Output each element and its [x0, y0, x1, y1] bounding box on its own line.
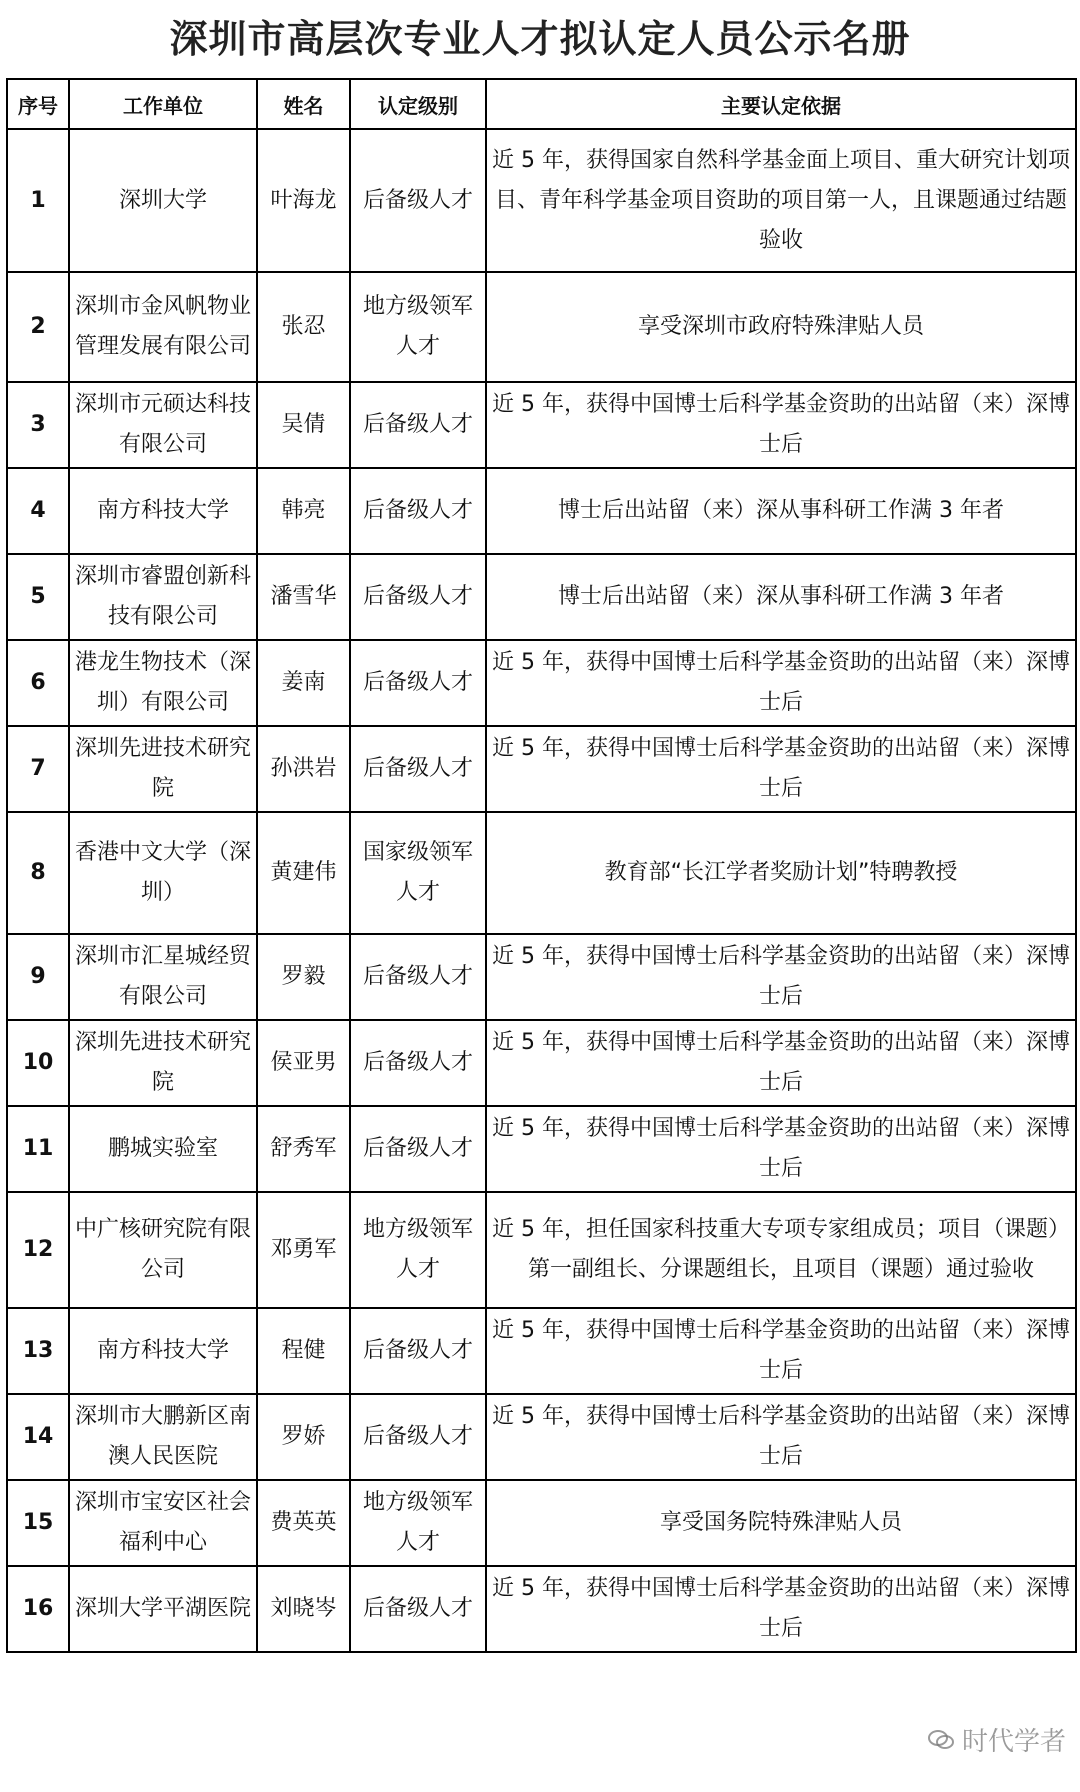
cell-unit: 深圳大学平湖医院 [69, 1566, 257, 1652]
cell-name: 罗娇 [257, 1394, 350, 1480]
cell-basis: 近 5 年，获得中国博士后科学基金资助的出站留（来）深博士后 [486, 726, 1076, 812]
cell-level: 地方级领军人才 [350, 1192, 486, 1308]
cell-basis: 近 5 年，获得国家自然科学基金面上项目、重大研究计划项目、青年科学基金项目资助的项目第一人，且课题通过结题验收 [486, 129, 1076, 272]
cell-level: 后备级人才 [350, 934, 486, 1020]
cell-level: 国家级领军人才 [350, 812, 486, 934]
cell-unit: 港龙生物技术（深圳）有限公司 [69, 640, 257, 726]
cell-unit: 香港中文大学（深圳） [69, 812, 257, 934]
cell-basis: 近 5 年，获得中国博士后科学基金资助的出站留（来）深博士后 [486, 1394, 1076, 1480]
cell-no: 2 [7, 272, 69, 382]
cell-level: 后备级人才 [350, 1566, 486, 1652]
table-body [7, 129, 1076, 1652]
cell-name: 舒秀军 [257, 1106, 350, 1192]
table-row [7, 1020, 1076, 1106]
cell-level: 地方级领军人才 [350, 272, 486, 382]
cell-no: 14 [7, 1394, 69, 1480]
cell-level: 后备级人才 [350, 468, 486, 554]
cell-no: 11 [7, 1106, 69, 1192]
cell-basis: 博士后出站留（来）深从事科研工作满 3 年者 [486, 468, 1076, 554]
watermark-text: 时代学者 [961, 1727, 1066, 1757]
cell-unit: 南方科技大学 [69, 468, 257, 554]
cell-name: 张忍 [257, 272, 350, 382]
cell-level: 后备级人才 [350, 640, 486, 726]
cell-no: 5 [7, 554, 69, 640]
table-row [7, 382, 1076, 468]
table-row [7, 554, 1076, 640]
cell-no: 7 [7, 726, 69, 812]
header-name: 姓名 [257, 79, 350, 129]
cell-unit: 深圳市金风帆物业管理发展有限公司 [69, 272, 257, 382]
cell-basis: 近 5 年，获得中国博士后科学基金资助的出站留（来）深博士后 [486, 1106, 1076, 1192]
cell-basis: 近 5 年，获得中国博士后科学基金资助的出站留（来）深博士后 [486, 1566, 1076, 1652]
wechat-logo-icon [928, 1730, 954, 1750]
table-row [7, 640, 1076, 726]
cell-basis: 近 5 年，获得中国博士后科学基金资助的出站留（来）深博士后 [486, 1020, 1076, 1106]
cell-no: 15 [7, 1480, 69, 1566]
table-row [7, 272, 1076, 382]
cell-unit: 深圳市汇星城经贸有限公司 [69, 934, 257, 1020]
cell-level: 后备级人才 [350, 554, 486, 640]
cell-basis: 近 5 年，获得中国博士后科学基金资助的出站留（来）深博士后 [486, 640, 1076, 726]
cell-name: 黄建伟 [257, 812, 350, 934]
header-basis: 主要认定依据 [486, 79, 1076, 129]
cell-unit: 深圳市睿盟创新科技有限公司 [69, 554, 257, 640]
cell-name: 韩亮 [257, 468, 350, 554]
cell-unit: 南方科技大学 [69, 1308, 257, 1394]
cell-unit: 深圳市大鹏新区南澳人民医院 [69, 1394, 257, 1480]
table-row [7, 726, 1076, 812]
cell-name: 费英英 [257, 1480, 350, 1566]
table-header-row [7, 79, 1076, 129]
cell-no: 9 [7, 934, 69, 1020]
header-no: 序号 [7, 79, 69, 129]
cell-level: 后备级人才 [350, 129, 486, 272]
cell-level: 后备级人才 [350, 1394, 486, 1480]
cell-unit: 鹏城实验室 [69, 1106, 257, 1192]
header-unit: 工作单位 [69, 79, 257, 129]
cell-basis: 近 5 年，获得中国博士后科学基金资助的出站留（来）深博士后 [486, 382, 1076, 468]
cell-name: 罗毅 [257, 934, 350, 1020]
cell-level: 后备级人才 [350, 382, 486, 468]
cell-unit: 深圳先进技术研究院 [69, 1020, 257, 1106]
cell-name: 孙洪岩 [257, 726, 350, 812]
cell-name: 邓勇军 [257, 1192, 350, 1308]
cell-name: 侯亚男 [257, 1020, 350, 1106]
cell-no: 1 [7, 129, 69, 272]
cell-unit: 深圳先进技术研究院 [69, 726, 257, 812]
table-row [7, 468, 1076, 554]
header-level: 认定级别 [350, 79, 486, 129]
cell-no: 12 [7, 1192, 69, 1308]
cell-basis: 近 5 年，担任国家科技重大专项专家组成员；项目（课题）第一副组长、分课题组长，且项目（课题）通过验收 [486, 1192, 1076, 1308]
cell-name: 潘雪华 [257, 554, 350, 640]
cell-name: 程健 [257, 1308, 350, 1394]
cell-basis: 近 5 年，获得中国博士后科学基金资助的出站留（来）深博士后 [486, 1308, 1076, 1394]
cell-basis: 近 5 年，获得中国博士后科学基金资助的出站留（来）深博士后 [486, 934, 1076, 1020]
cell-level: 地方级领军人才 [350, 1480, 486, 1566]
table-row [7, 812, 1076, 934]
table-row [7, 129, 1076, 272]
watermark [928, 1721, 1066, 1758]
cell-no: 10 [7, 1020, 69, 1106]
cell-no: 4 [7, 468, 69, 554]
table-row [7, 1394, 1076, 1480]
cell-basis: 享受国务院特殊津贴人员 [486, 1480, 1076, 1566]
table-row [7, 1308, 1076, 1394]
cell-unit: 中广核研究院有限公司 [69, 1192, 257, 1308]
table-row [7, 1566, 1076, 1652]
cell-basis: 享受深圳市政府特殊津贴人员 [486, 272, 1076, 382]
cell-level: 后备级人才 [350, 726, 486, 812]
cell-name: 刘晓岑 [257, 1566, 350, 1652]
cell-level: 后备级人才 [350, 1308, 486, 1394]
table-row [7, 934, 1076, 1020]
cell-name: 叶海龙 [257, 129, 350, 272]
table-row [7, 1106, 1076, 1192]
cell-no: 6 [7, 640, 69, 726]
cell-no: 3 [7, 382, 69, 468]
cell-name: 吴倩 [257, 382, 350, 468]
table-row [7, 1480, 1076, 1566]
cell-unit: 深圳市宝安区社会福利中心 [69, 1480, 257, 1566]
cell-level: 后备级人才 [350, 1106, 486, 1192]
cell-level: 后备级人才 [350, 1020, 486, 1106]
cell-basis: 博士后出站留（来）深从事科研工作满 3 年者 [486, 554, 1076, 640]
cell-unit: 深圳市元硕达科技有限公司 [69, 382, 257, 468]
cell-name: 姜南 [257, 640, 350, 726]
cell-no: 13 [7, 1308, 69, 1394]
cell-no: 16 [7, 1566, 69, 1652]
table-row [7, 1192, 1076, 1308]
cell-basis: 教育部“长江学者奖励计划”特聘教授 [486, 812, 1076, 934]
page-title: 深圳市高层次专业人才拟认定人员公示名册 [169, 16, 911, 61]
talent-roster-table [6, 78, 1077, 1653]
cell-unit: 深圳大学 [69, 129, 257, 272]
cell-no: 8 [7, 812, 69, 934]
